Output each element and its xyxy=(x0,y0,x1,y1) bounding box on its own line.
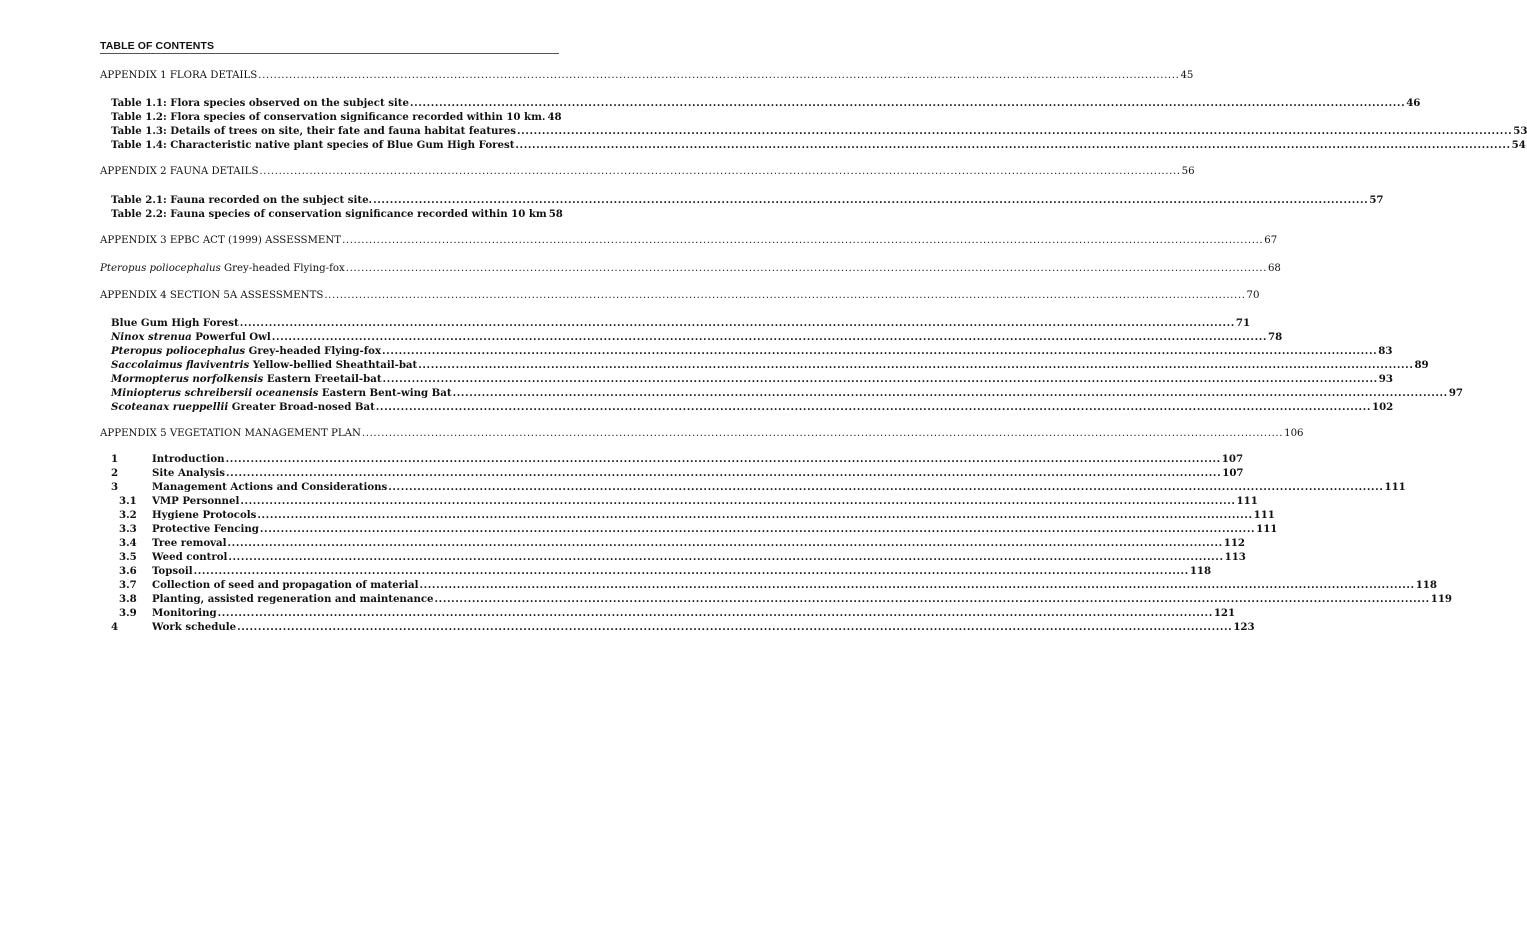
toc-appendix-2[interactable]: APPENDIX 2 FAUNA DETAILS ..... 56 xyxy=(100,165,559,179)
toc-entry[interactable]: Weed control ..... 113 xyxy=(152,550,557,564)
toc-appendix-3[interactable]: APPENDIX 3 EPBC ACT (1999) ASSESSMENT ..... 67 xyxy=(100,234,559,248)
section-number: 3.7 xyxy=(119,579,137,591)
toc-entry[interactable]: Table 1.1: Flora species observed on the subject site ..... 46 xyxy=(111,96,557,110)
toc-entry[interactable]: Management Actions and Considerations ..... 111 xyxy=(152,480,557,494)
toc-entry[interactable]: Pteropus poliocephalus Grey-headed Flying-fox ..... 68 xyxy=(100,262,559,276)
toc-entry[interactable]: Hygiene Protocols ..... 111 xyxy=(152,508,557,522)
toc-entry[interactable]: Table 1.2: Flora species of conservation significance recorded within 10 km. 48 xyxy=(111,111,562,123)
toc-entry[interactable]: Scoteanax rueppellii Greater Broad-nosed Bat ..... 102 xyxy=(111,400,557,414)
section-number: 3.9 xyxy=(119,607,137,619)
toc-appendix-1[interactable]: APPENDIX 1 FLORA DETAILS ..... 45 xyxy=(100,69,559,83)
toc-entry[interactable]: Pteropus poliocephalus Grey-headed Flying-fox ..... 83 xyxy=(111,344,557,358)
heading-rule xyxy=(100,53,559,54)
toc-entry[interactable]: Table 1.3: Details of trees on site, their fate and fauna habitat features ..... 53 xyxy=(111,124,557,138)
section-number: 4 xyxy=(111,621,119,633)
section-number: 3.6 xyxy=(119,565,137,577)
toc-appendix-5[interactable]: APPENDIX 5 VEGETATION MANAGEMENT PLAN ..... 106 xyxy=(100,427,557,441)
toc-heading: TABLE OF CONTENTS xyxy=(100,40,215,52)
section-number: 3.1 xyxy=(119,495,137,507)
toc-entry[interactable]: VMP Personnel ..... 111 xyxy=(152,494,557,508)
toc-appendix-4[interactable]: APPENDIX 4 SECTION 5A ASSESSMENTS ..... 70 xyxy=(100,289,559,303)
toc-entry[interactable]: Saccolaimus flaviventris Yellow-bellied Sheathtail-bat ..... 89 xyxy=(111,358,557,372)
toc-entry[interactable]: Ninox strenua Powerful Owl ..... 78 xyxy=(111,330,557,344)
section-number: 3.8 xyxy=(119,593,137,605)
toc-entry[interactable]: Planting, assisted regeneration and maintenance ..... 119 xyxy=(152,592,557,606)
toc-entry[interactable]: Miniopterus schreibersii oceanensis Eastern Bent-wing Bat ..... 97 xyxy=(111,386,557,400)
toc-entry[interactable]: Work schedule ..... 123 xyxy=(152,620,557,634)
section-number: 1 xyxy=(111,453,119,465)
toc-entry[interactable]: Blue Gum High Forest ..... 71 xyxy=(111,316,557,330)
toc-entry[interactable]: Introduction ..... 107 xyxy=(152,452,557,466)
toc-entry[interactable]: Site Analysis ..... 107 xyxy=(152,466,557,480)
toc-entry[interactable]: Monitoring ..... 121 xyxy=(152,606,557,620)
toc-entry[interactable]: Table 2.2: Fauna species of conservation significance recorded within 10 km 58 xyxy=(111,208,563,220)
section-number: 3.4 xyxy=(119,537,137,549)
section-number: 2 xyxy=(111,467,119,479)
section-number: 3.2 xyxy=(119,509,137,521)
section-number: 3 xyxy=(111,481,119,493)
section-number: 3.3 xyxy=(119,523,137,535)
toc-entry[interactable]: Tree removal ..... 112 xyxy=(152,536,557,550)
section-number: 3.5 xyxy=(119,551,137,563)
toc-entry[interactable]: Table 1.4: Characteristic native plant species of Blue Gum High Forest ..... 54 xyxy=(111,138,557,152)
toc-entry[interactable]: Topsoil ..... 118 xyxy=(152,564,557,578)
toc-entry[interactable]: Mormopterus norfolkensis Eastern Freetail-bat ..... 93 xyxy=(111,372,557,386)
toc-entry[interactable]: Collection of seed and propagation of material ..... 118 xyxy=(152,578,557,592)
toc-entry[interactable]: Table 2.1: Fauna recorded on the subject site. ..... 57 xyxy=(111,193,557,207)
toc-entry[interactable]: Protective Fencing ..... 111 xyxy=(152,522,557,536)
